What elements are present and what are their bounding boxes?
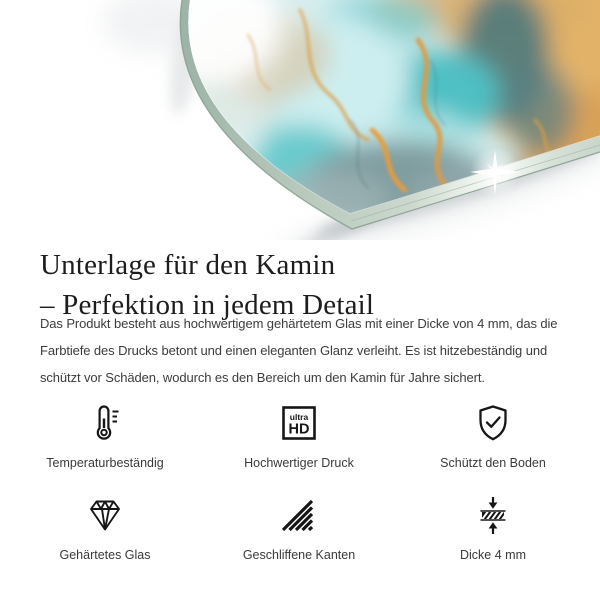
feature-polished-edges xyxy=(243,494,355,562)
product-description xyxy=(40,310,557,391)
feature-label: Hochwertiger Druck xyxy=(244,456,354,470)
feature-floor-protection xyxy=(440,402,546,470)
page-title-line1: Unterlage für den Kamin xyxy=(40,249,336,282)
feature-label: Gehärtetes Glas xyxy=(59,548,151,562)
hero-product-photo xyxy=(0,0,600,240)
feature-grid xyxy=(8,402,590,562)
feature-label: Schützt den Boden xyxy=(440,456,546,470)
feature-temperature xyxy=(46,402,163,470)
page-title-line2: – Perfektion in jedem Detail xyxy=(40,289,375,322)
thickness-icon xyxy=(473,494,513,536)
description-line: schützt vor Schäden, wodurch es den Bereich um den Kamin für Jahre sichert. xyxy=(40,370,485,385)
feature-thickness xyxy=(460,494,526,562)
diamond-icon xyxy=(85,494,125,536)
feature-label: Temperaturbeständig xyxy=(46,456,164,470)
thermometer-icon xyxy=(85,402,125,444)
feature-print-quality xyxy=(244,402,354,470)
glass-panel-image xyxy=(0,0,600,240)
ultra-hd-text-top: ultra xyxy=(289,412,309,422)
marble-artwork xyxy=(130,0,600,240)
ultra-hd-icon xyxy=(279,402,319,444)
polished-edges-icon xyxy=(279,494,319,536)
description-line: Farbtiefe des Drucks betont und einen eleganten Glanz verleiht. Es ist hitzebeständig und xyxy=(40,343,548,358)
feature-label: Dicke 4 mm xyxy=(460,548,526,562)
ultra-hd-text-bottom: HD xyxy=(288,421,310,438)
shield-check-icon xyxy=(473,402,513,444)
feature-tempered-glass xyxy=(59,494,150,562)
sparkle-glint-icon xyxy=(470,147,520,197)
description-line: Das Produkt besteht aus hochwertigem gehärtetem Glas mit einer Dicke von 4 mm, das die xyxy=(40,316,558,331)
feature-label: Geschliffene Kanten xyxy=(242,548,356,562)
